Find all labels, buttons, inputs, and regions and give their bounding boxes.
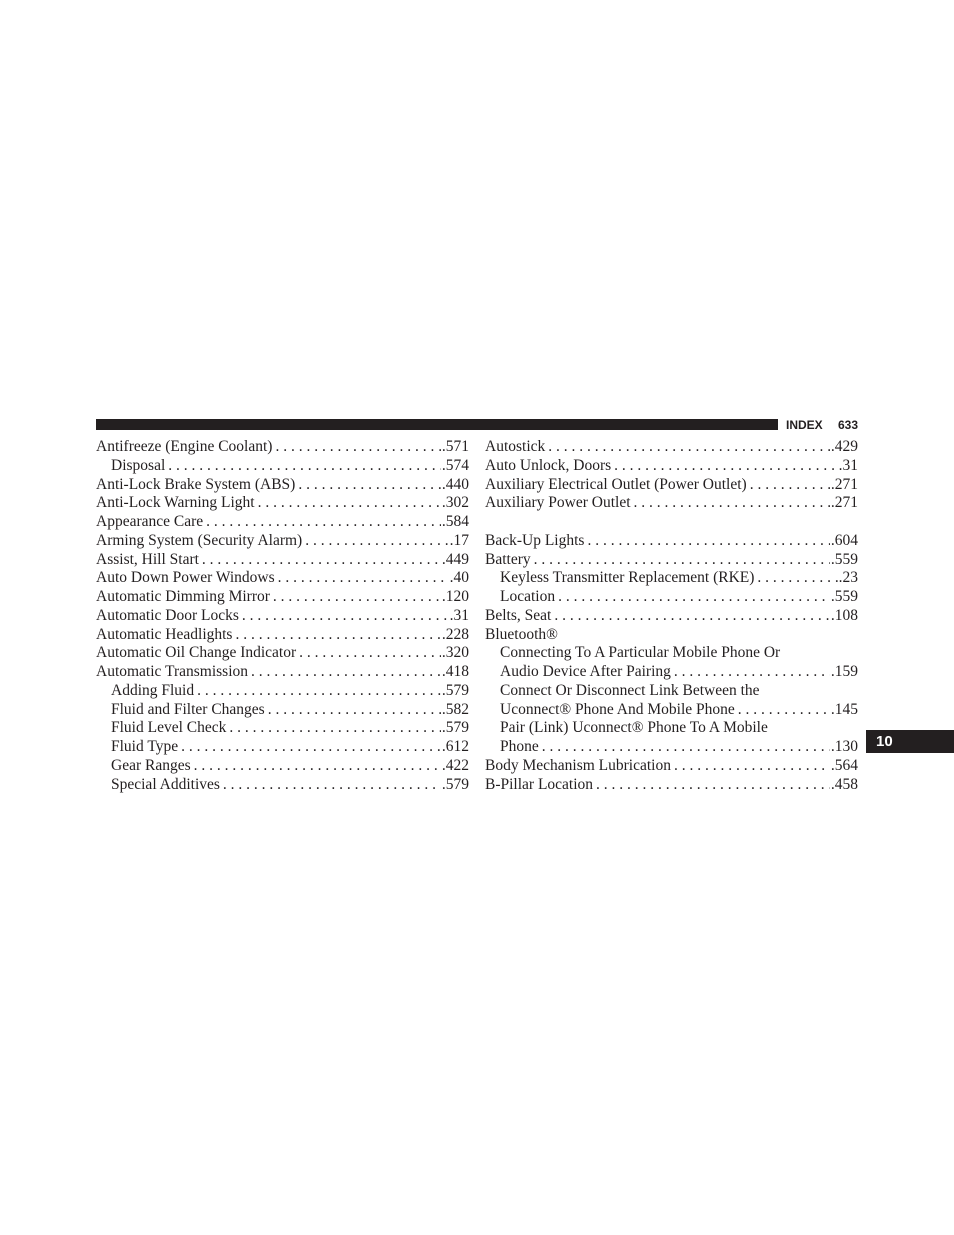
entry-page-number[interactable]: .271 <box>830 494 858 512</box>
entry-label: Automatic Transmission <box>96 663 249 680</box>
index-entry[interactable] <box>485 494 858 513</box>
entry-label: Fluid Level Check <box>111 719 227 737</box>
entry-page-number[interactable]: .579 <box>441 719 469 737</box>
index-subentry[interactable] <box>96 738 469 757</box>
entry-label: Auxiliary Electrical Outlet (Power Outlet) <box>485 475 747 493</box>
entry-label: Bluetooth® <box>485 625 558 643</box>
entry-label: Disposal <box>111 456 166 474</box>
dot-leader <box>750 476 830 495</box>
entry-page-number[interactable]: .582 <box>441 700 469 718</box>
entry-label: Body Mechanism Lubrication <box>485 756 671 774</box>
entry-label: Back-Up Lights <box>485 531 585 549</box>
index-subentry[interactable] <box>96 701 469 720</box>
entry-label: Automatic Oil Change Indicator <box>96 644 297 662</box>
entry-page-number[interactable]: .40 <box>449 569 469 587</box>
index-entry[interactable] <box>96 476 469 495</box>
dot-leader <box>305 532 448 551</box>
index-entry[interactable] <box>96 438 469 457</box>
dot-leader <box>548 438 830 457</box>
entry-label: Autostick <box>485 438 546 455</box>
dot-leader <box>242 607 449 626</box>
index-entry[interactable] <box>96 607 469 626</box>
dot-leader <box>614 457 837 476</box>
entry-label: Belts, Seat <box>485 606 552 624</box>
entry-page-number[interactable]: .429 <box>830 438 858 455</box>
index-entry[interactable] <box>96 644 469 663</box>
dot-leader <box>757 569 837 588</box>
index-entry[interactable] <box>96 551 469 570</box>
entry-page-number[interactable]: .559 <box>830 588 858 605</box>
index-subentry[interactable] <box>485 738 858 757</box>
index-subentry[interactable] <box>485 644 858 663</box>
entry-label: Adding Fluid <box>111 681 195 699</box>
index-subentry[interactable] <box>485 719 858 738</box>
entry-label: Auto Down Power Windows <box>96 569 275 587</box>
index-entry[interactable] <box>485 532 858 551</box>
entry-label: Pair (Link) Uconnect® Phone To A Mobile <box>500 719 768 737</box>
entry-page-number[interactable]: .579 <box>441 681 469 699</box>
index-entry[interactable] <box>485 551 858 570</box>
dot-leader <box>634 494 830 513</box>
entry-label: B-Pillar Location <box>485 775 594 793</box>
entry-label: Keyless Transmitter Replacement (RKE) <box>500 569 755 587</box>
entry-label: Antifreeze (Engine Coolant) <box>96 438 273 455</box>
dot-leader <box>674 757 830 776</box>
entry-label: Fluid Type <box>111 738 179 755</box>
running-header <box>786 417 858 433</box>
index-subentry[interactable] <box>485 663 858 682</box>
index-subentry[interactable] <box>96 682 469 701</box>
entry-page-number[interactable]: .108 <box>830 606 858 624</box>
entry-label: Anti-Lock Brake System (ABS) <box>96 475 296 493</box>
index-entry[interactable] <box>96 663 469 682</box>
index-entry[interactable] <box>96 532 469 551</box>
entry-label: Phone <box>500 738 539 755</box>
index-subentry[interactable] <box>485 588 858 607</box>
entry-label: Arming System (Security Alarm) <box>96 531 303 549</box>
dot-leader <box>278 569 449 588</box>
dot-leader <box>596 776 830 795</box>
index-entry[interactable] <box>96 588 469 607</box>
entry-page-number[interactable]: .31 <box>449 606 469 624</box>
page-number: 633 <box>837 418 858 432</box>
entry-page-number[interactable]: .440 <box>441 475 469 493</box>
entry-page-number[interactable]: .579 <box>441 775 469 793</box>
entry-page-number[interactable]: .130 <box>830 738 858 755</box>
header-rule <box>96 419 778 430</box>
dot-leader <box>542 738 830 757</box>
index-entry[interactable] <box>485 476 858 495</box>
index-subentry[interactable] <box>96 776 469 795</box>
entry-label: Battery <box>485 550 531 568</box>
entry-label: Uconnect® Phone And Mobile Phone <box>500 700 735 718</box>
entry-page-number[interactable]: .120 <box>441 588 469 605</box>
entry-label: Auto Unlock, Doors <box>485 456 612 474</box>
entry-label: Location <box>500 588 556 605</box>
dot-leader <box>299 644 441 663</box>
dot-leader <box>558 588 830 607</box>
dot-leader <box>197 682 441 701</box>
dot-leader <box>235 626 440 645</box>
entry-label: Assist, Hill Start <box>96 550 199 568</box>
dot-leader <box>534 551 830 570</box>
entry-page-number[interactable]: .564 <box>830 756 858 774</box>
entry-label: Special Additives <box>111 775 220 793</box>
dot-leader <box>206 513 441 532</box>
entry-page-number[interactable]: .559 <box>830 550 858 568</box>
index-column-left <box>96 438 469 794</box>
entry-page-number[interactable]: .458 <box>830 775 858 793</box>
entry-label: Anti-Lock Warning Light <box>96 494 255 512</box>
dot-leader <box>194 757 441 776</box>
dot-leader <box>168 457 441 476</box>
index-subentry[interactable] <box>96 757 469 776</box>
dot-leader <box>275 438 440 457</box>
dot-leader <box>181 738 441 757</box>
entry-label: Gear Ranges <box>111 756 191 774</box>
index-entry[interactable] <box>96 513 469 532</box>
entry-label: Connect Or Disconnect Link Between the <box>500 681 760 699</box>
index-subentry[interactable] <box>96 457 469 476</box>
dot-leader <box>674 663 830 682</box>
dot-leader <box>587 532 829 551</box>
entry-page-number[interactable]: .23 <box>838 569 858 587</box>
chapter-tab[interactable]: 10 <box>866 730 954 753</box>
entry-page-number[interactable]: .302 <box>441 494 469 512</box>
dot-leader <box>258 494 441 513</box>
index-entry[interactable] <box>96 569 469 588</box>
index-entry[interactable] <box>485 626 858 645</box>
index-entry[interactable] <box>485 457 858 476</box>
entry-page-number[interactable]: .571 <box>441 438 469 455</box>
entry-page-number[interactable]: .418 <box>441 663 469 680</box>
dot-leader <box>229 719 441 738</box>
entry-page-number[interactable]: .228 <box>441 625 469 643</box>
entry-label: Audio Device After Pairing <box>500 663 671 680</box>
entry-label: Appearance Care <box>96 513 204 530</box>
entry-page-number[interactable]: .145 <box>830 700 858 718</box>
index-column-right <box>485 438 858 794</box>
dot-leader <box>554 607 830 626</box>
entry-page-number[interactable]: .17 <box>449 531 469 549</box>
entry-page-number[interactable]: .584 <box>441 513 469 530</box>
entry-label: Automatic Headlights <box>96 625 233 643</box>
index-entry[interactable] <box>96 494 469 513</box>
entry-page-number[interactable]: .320 <box>441 644 469 662</box>
entry-label: Automatic Dimming Mirror <box>96 588 270 605</box>
entry-page-number[interactable]: .31 <box>838 456 858 474</box>
index-subentry[interactable] <box>485 569 858 588</box>
index-entry[interactable] <box>485 438 858 457</box>
section-title: INDEX <box>786 418 823 432</box>
entry-label: Connecting To A Particular Mobile Phone Or <box>500 644 781 662</box>
index-entry[interactable] <box>485 607 858 626</box>
entry-label: Automatic Door Locks <box>96 606 239 624</box>
index-subentry[interactable] <box>96 719 469 738</box>
entry-page-number[interactable]: .612 <box>441 738 469 755</box>
entry-page-number[interactable]: .422 <box>441 756 469 774</box>
dot-leader <box>738 701 830 720</box>
dot-leader <box>223 776 441 795</box>
index-gap <box>485 513 858 532</box>
entry-page-number[interactable]: .271 <box>830 475 858 493</box>
entry-page-number[interactable]: .574 <box>441 456 469 474</box>
dot-leader <box>202 551 441 570</box>
entry-label: Fluid and Filter Changes <box>111 700 265 718</box>
entry-page-number[interactable]: .159 <box>830 663 858 680</box>
entry-page-number[interactable]: .604 <box>830 531 858 549</box>
dot-leader <box>273 588 441 607</box>
index-entry[interactable] <box>485 757 858 776</box>
index-subentry[interactable] <box>485 682 858 701</box>
dot-leader <box>298 476 441 495</box>
index-subentry[interactable] <box>485 701 858 720</box>
entry-label: Auxiliary Power Outlet <box>485 494 631 512</box>
dot-leader <box>268 701 441 720</box>
entry-page-number[interactable]: .449 <box>441 550 469 568</box>
index-entry[interactable] <box>96 626 469 645</box>
dot-leader <box>251 663 441 682</box>
index-entry[interactable] <box>485 776 858 795</box>
